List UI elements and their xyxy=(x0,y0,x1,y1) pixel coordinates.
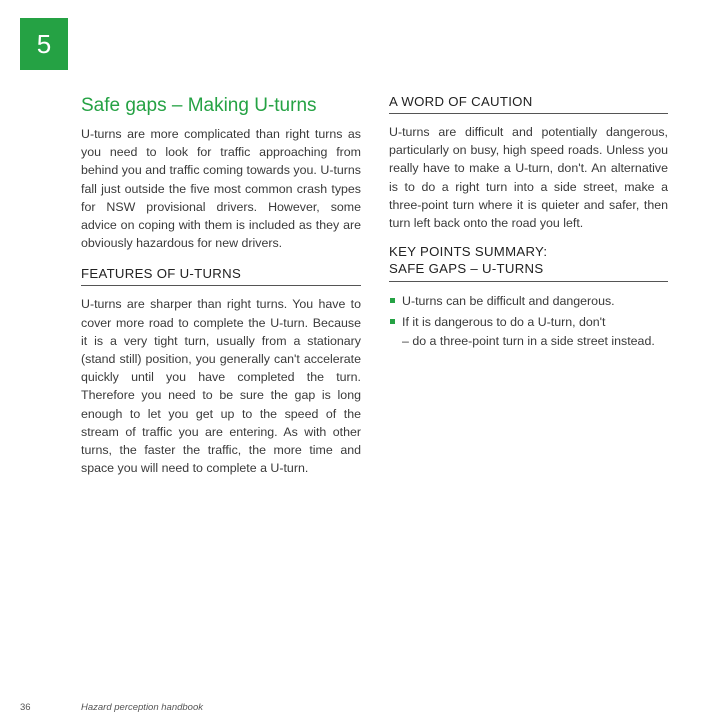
list-item xyxy=(389,313,668,349)
caution-heading: A WORD OF CAUTION xyxy=(389,94,668,114)
key-points-list xyxy=(389,292,668,350)
key-points-heading-line1: KEY POINTS SUMMARY: xyxy=(389,244,548,260)
left-column xyxy=(81,94,361,477)
list-item-text: U-turns can be difficult and dangerous. xyxy=(402,294,615,309)
square-bullet-icon xyxy=(390,298,395,303)
page-number: 36 xyxy=(20,702,31,713)
square-bullet-icon xyxy=(390,319,395,324)
key-points-heading xyxy=(389,243,668,282)
list-item xyxy=(389,292,668,310)
intro-paragraph: U-turns are more complicated than right turns as you need to look for traffic approaching from behind you and traffic coming towards you. U-turns fall just outside the five most common crash types for NSW provisional drivers. However, some advice on coping with them is included as they are obviously hazardous for new drivers. xyxy=(81,127,361,251)
key-points-heading-line2: SAFE GAPS – U-TURNS xyxy=(389,261,544,277)
features-paragraph: U-turns are sharper than right turns. You have to cover more road to complete the U-turn. Because it is a very tight turn, usually from a stationary (stand still) position, you generally can't accelerate quickly until you have completed the turn. Therefore you need to be sure the gap is long enough to let you get up to the speed of the stream of traffic you are entering. As with other turns, the faster the traffic, the more time and space you will need to complete a U-turn. xyxy=(81,297,361,476)
caution-paragraph: U-turns are difficult and potentially dangerous, particularly on busy, high speed roads. Unless you really have to make a U-turn, don't. An alternative is to do a right turn into a side street, make a three-point turn where it is quieter and safer, then turn left back onto the road you left. xyxy=(389,125,668,231)
list-item-text: If it is dangerous to do a U-turn, don't xyxy=(402,315,606,330)
chapter-number-tab xyxy=(20,18,68,70)
list-item-subtext: – do a three-point turn in a side street instead. xyxy=(402,333,655,348)
right-column xyxy=(389,94,668,350)
footer-book-title: Hazard perception handbook xyxy=(81,702,204,713)
chapter-number: 5 xyxy=(36,28,52,59)
features-heading: FEATURES OF U-TURNS xyxy=(81,266,361,286)
page-title: Safe gaps – Making U-turns xyxy=(81,95,317,116)
